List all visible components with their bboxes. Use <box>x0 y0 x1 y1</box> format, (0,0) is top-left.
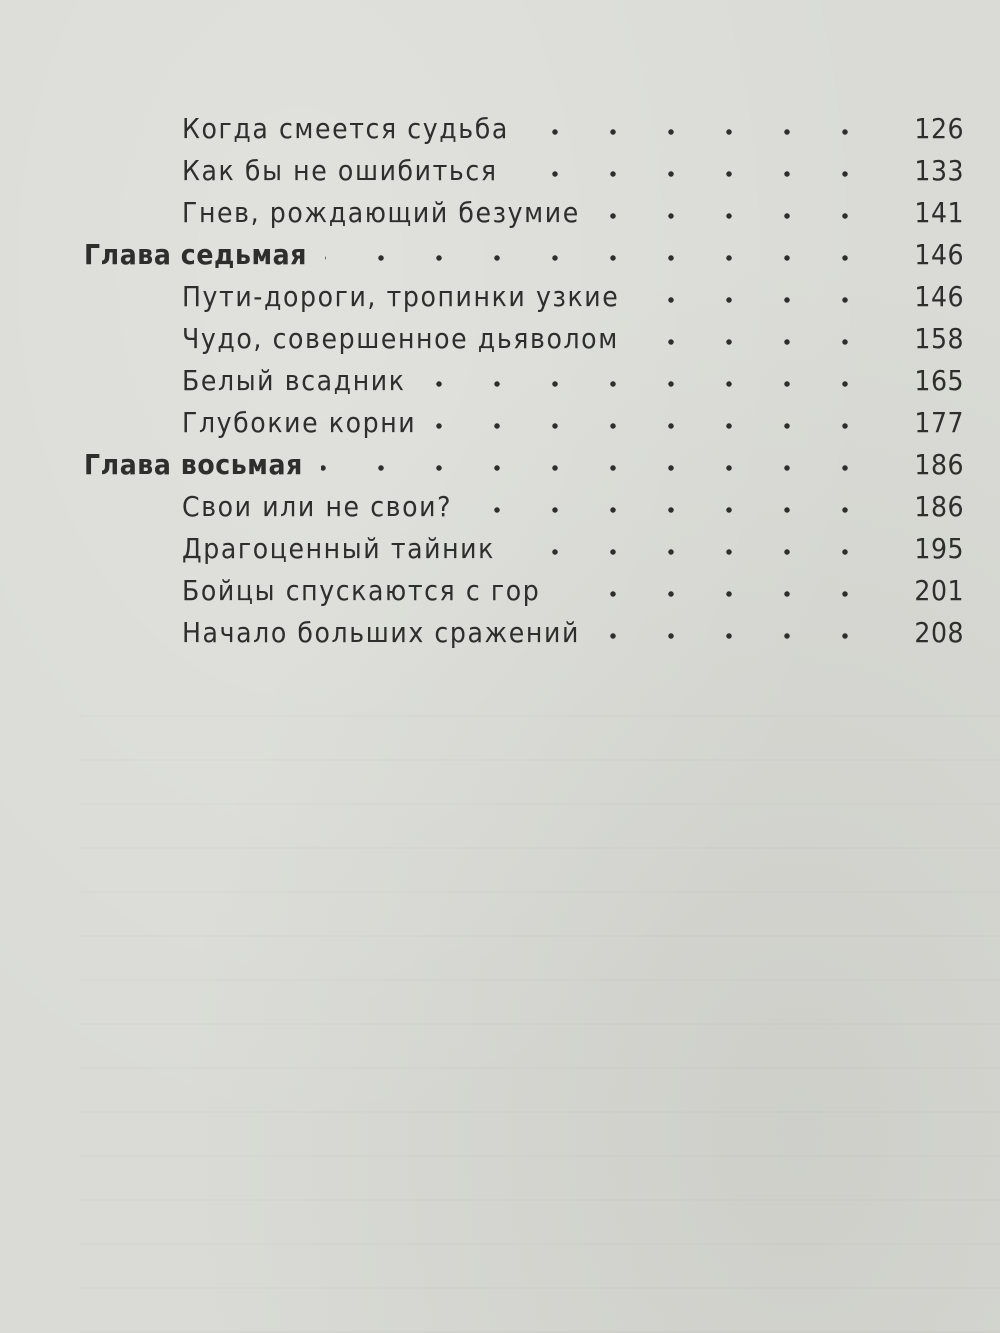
page-number: 158 <box>914 322 964 355</box>
page-number: 133 <box>914 154 964 187</box>
page-number: 146 <box>914 238 964 271</box>
page-number: 177 <box>914 406 964 439</box>
dot-leader <box>598 206 900 224</box>
toc-section-row <box>0 402 1000 444</box>
dot-leader <box>637 332 900 350</box>
toc-section-row <box>0 360 1000 402</box>
dot-leader <box>637 290 900 308</box>
toc-section-row <box>0 276 1000 318</box>
section-title: Драгоценный тайник <box>182 532 495 565</box>
dot-leader <box>513 542 900 560</box>
dot-leader <box>527 122 900 140</box>
section-title: Гнев, рождающий безумие <box>182 196 580 229</box>
page-number: 141 <box>914 196 964 229</box>
chapter-title: Глава восьмая <box>84 448 303 481</box>
toc-section-row <box>0 192 1000 234</box>
page-number: 186 <box>914 490 964 523</box>
toc-section-row <box>0 528 1000 570</box>
toc-section-row <box>0 570 1000 612</box>
dot-leader <box>434 416 900 434</box>
section-title: Бойцы спускаются с гор <box>182 574 541 607</box>
toc-section-row <box>0 150 1000 192</box>
chapter-title: Глава седьмая <box>84 238 308 271</box>
toc-chapter-row <box>0 234 1000 276</box>
dot-leader <box>321 458 900 476</box>
section-title: Глубокие корни <box>182 406 417 439</box>
page-number: 186 <box>914 448 964 481</box>
toc-section-row <box>0 108 1000 150</box>
dot-leader <box>325 248 900 266</box>
section-title: Пути-дороги, тропинки узкие <box>182 280 620 313</box>
toc-chapter-row <box>0 444 1000 486</box>
show-through-texture <box>80 700 1000 1333</box>
section-title: Белый всадник <box>182 364 406 397</box>
page-number: 165 <box>914 364 964 397</box>
section-title: Свои или не свои? <box>182 490 453 523</box>
dot-leader <box>516 164 900 182</box>
toc-section-row <box>0 318 1000 360</box>
page-number: 146 <box>914 280 964 313</box>
dot-leader <box>424 374 900 392</box>
section-title: Как бы не ошибиться <box>182 154 498 187</box>
toc-section-row <box>0 612 1000 654</box>
page-number: 195 <box>914 532 964 565</box>
page-number: 126 <box>914 112 964 145</box>
page-number: 208 <box>914 616 964 649</box>
section-title: Начало больших сражений <box>182 616 580 649</box>
section-title: Чудо, совершенное дьяволом <box>182 322 619 355</box>
toc-section-row <box>0 486 1000 528</box>
page-number: 201 <box>914 574 964 607</box>
section-title: Когда смеется судьба <box>182 112 509 145</box>
dot-leader <box>470 500 900 518</box>
dot-leader <box>598 626 900 644</box>
dot-leader <box>558 584 900 602</box>
table-of-contents <box>0 108 1000 654</box>
